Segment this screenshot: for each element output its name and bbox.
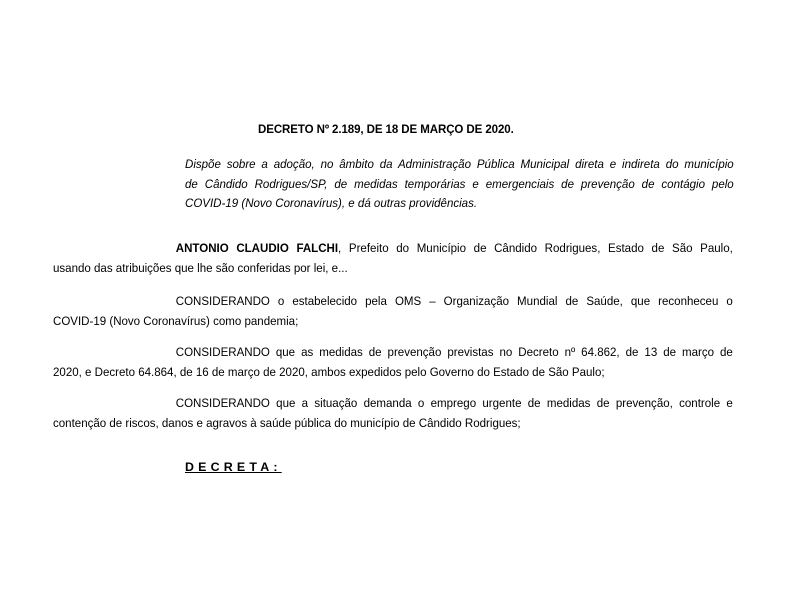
consideration-paragraph	[53, 343, 733, 382]
decree-summary	[185, 155, 734, 214]
consideration-paragraph	[53, 394, 733, 433]
summary-line: de Cândido Rodrigues/SP, de medidas temporárias e emergenciais de prevenção de contágio pelo	[185, 176, 734, 191]
consideration-line: contenção de riscos, danos e agravos à saúde pública do município de Cândido Rodrigues;	[53, 415, 521, 430]
summary-line: COVID-19 (Novo Coronavírus), e dá outras providências.	[185, 196, 478, 210]
consideration-paragraph	[53, 292, 733, 331]
decree-title: DECRETO Nº 2.189, DE 18 DE MARÇO DE 2020.	[258, 122, 514, 136]
preamble-text: , Prefeito do Município de Cândido Rodrigues, Estado de São Paulo,	[338, 241, 733, 255]
preamble-line: usando das atribuições que lhe são conferidas por lei, e...	[53, 260, 348, 275]
preamble-line	[53, 239, 733, 259]
consideration-line: COVID-19 (Novo Coronavírus) como pandemia;	[53, 313, 299, 328]
consideration-line: CONSIDERANDO o estabelecido pela OMS – Organização Mundial de Saúde, que reconheceu o	[175, 294, 733, 308]
consideration-line: CONSIDERANDO que a situação demanda o emprego urgente de medidas de prevenção, controle e	[175, 396, 733, 410]
summary-line: Dispõe sobre a adoção, no âmbito da Administração Pública Municipal direta e indireta do município	[185, 157, 734, 171]
decreta-heading: DECRETA:	[185, 460, 282, 474]
consideration-line: 2020, e Decreto 64.864, de 16 de março de 2020, ambos expedidos pelo Governo do Estado de São Paulo;	[53, 364, 605, 379]
mayor-name: ANTONIO CLAUDIO FALCHI	[175, 241, 339, 255]
preamble-paragraph	[53, 239, 733, 278]
consideration-line: CONSIDERANDO que as medidas de prevenção previstas no Decreto nº 64.862, de 13 de março de	[175, 345, 733, 359]
